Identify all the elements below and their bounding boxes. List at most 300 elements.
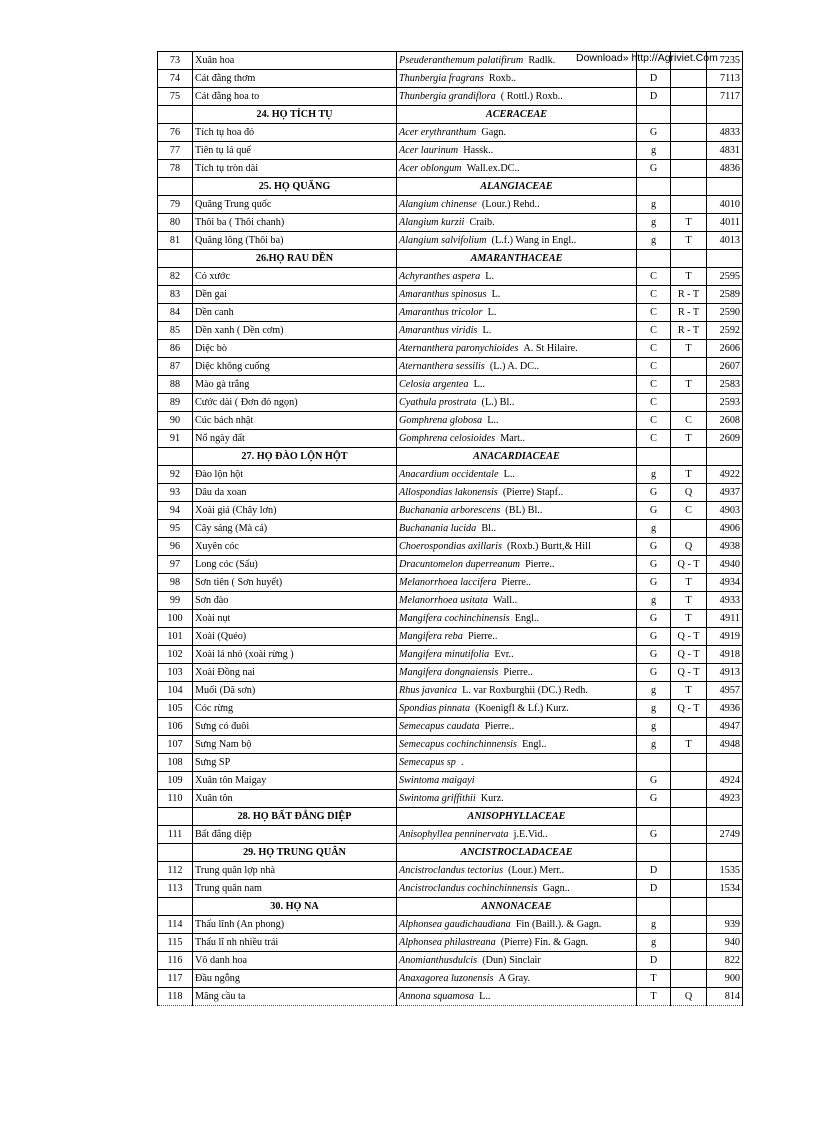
author-citation: Kurz. xyxy=(480,793,504,804)
author-citation: L.. xyxy=(479,991,491,1002)
use-code: T xyxy=(671,376,707,394)
catalog-number: 4831 xyxy=(707,142,743,160)
habit-code: D xyxy=(637,952,671,970)
catalog-number: 2609 xyxy=(707,430,743,448)
row-number: 83 xyxy=(158,286,193,304)
family-name-latin: ANACARDIACEAE xyxy=(397,448,637,466)
use-code xyxy=(671,772,707,790)
row-number: 75 xyxy=(158,88,193,106)
scientific-name-cell xyxy=(397,502,637,520)
scientific-name-cell xyxy=(397,952,637,970)
species-row xyxy=(158,358,743,376)
row-number: 95 xyxy=(158,520,193,538)
catalog-number-cell xyxy=(707,448,743,466)
row-number: 115 xyxy=(158,934,193,952)
row-number: 98 xyxy=(158,574,193,592)
vietnamese-name: Mãng cầu ta xyxy=(193,988,397,1006)
habit-code: G xyxy=(637,502,671,520)
author-citation: Pierre.. xyxy=(503,667,533,678)
scientific-name: Amaranthus viridis xyxy=(399,325,478,336)
use-code: Q xyxy=(671,988,707,1006)
habit-code: g xyxy=(637,196,671,214)
use-code: T xyxy=(671,232,707,250)
scientific-name-cell xyxy=(397,664,637,682)
row-number: 97 xyxy=(158,556,193,574)
species-row xyxy=(158,772,743,790)
habit-code: G xyxy=(637,772,671,790)
scientific-name-cell xyxy=(397,988,637,1006)
row-number-cell xyxy=(158,844,193,862)
scientific-name: Mangifera minutifolia xyxy=(399,649,490,660)
habit-code: G xyxy=(637,160,671,178)
species-row xyxy=(158,988,743,1006)
scientific-name-cell xyxy=(397,196,637,214)
catalog-number: 7113 xyxy=(707,70,743,88)
habit-code: G xyxy=(637,646,671,664)
species-row xyxy=(158,502,743,520)
species-row xyxy=(158,646,743,664)
row-number: 100 xyxy=(158,610,193,628)
row-number: 111 xyxy=(158,826,193,844)
vietnamese-name: Xuân hoa xyxy=(193,52,397,70)
scientific-name: Semecapus sp xyxy=(399,757,456,768)
scientific-name-cell xyxy=(397,736,637,754)
vietnamese-name: Thấu lĩnh (An phong) xyxy=(193,916,397,934)
family-name-vi: 30. HỌ NA xyxy=(193,898,397,916)
scientific-name-cell xyxy=(397,376,637,394)
use-code: Q - T xyxy=(671,646,707,664)
family-name-latin: ANNONACEAE xyxy=(397,898,637,916)
scientific-name: Buchanania lucida xyxy=(399,523,477,534)
row-number: 84 xyxy=(158,304,193,322)
scientific-name: Alangium salvifolium xyxy=(399,235,487,246)
habit-code: g xyxy=(637,466,671,484)
vietnamese-name: Trung quân nam xyxy=(193,880,397,898)
family-header-row xyxy=(158,898,743,916)
use-code xyxy=(671,718,707,736)
catalog-number: 4911 xyxy=(707,610,743,628)
scientific-name: Achyranthes aspera xyxy=(399,271,481,282)
family-name-latin: ALANGIACEAE xyxy=(397,178,637,196)
use-code: Q - T xyxy=(671,628,707,646)
use-code: T xyxy=(671,610,707,628)
catalog-number: 7235 xyxy=(707,52,743,70)
row-number: 104 xyxy=(158,682,193,700)
row-number: 106 xyxy=(158,718,193,736)
scientific-name: Pseuderanthemum palatifirum xyxy=(399,55,524,66)
catalog-number: 4940 xyxy=(707,556,743,574)
scientific-name: Alangium kurzii xyxy=(399,217,465,228)
catalog-number: 4011 xyxy=(707,214,743,232)
habit-code: g xyxy=(637,736,671,754)
scientific-name-cell xyxy=(397,412,637,430)
scientific-name-cell xyxy=(397,520,637,538)
family-name-latin: AMARANTHACEAE xyxy=(397,250,637,268)
scientific-name: Alphonsea gaudichaudiana xyxy=(399,919,511,930)
catalog-number-cell xyxy=(707,808,743,826)
use-code xyxy=(671,520,707,538)
use-code xyxy=(671,862,707,880)
author-citation: Engl.. xyxy=(514,613,540,624)
vietnamese-name: Cóc rừng xyxy=(193,700,397,718)
row-number: 81 xyxy=(158,232,193,250)
vietnamese-name: Xoài giả (Chây lơn) xyxy=(193,502,397,520)
species-row xyxy=(158,430,743,448)
use-code-cell xyxy=(671,448,707,466)
scientific-name-cell xyxy=(397,790,637,808)
author-citation: A Gray. xyxy=(498,973,531,984)
catalog-number: 2595 xyxy=(707,268,743,286)
vietnamese-name: Thấu lĩ nh nhiều trái xyxy=(193,934,397,952)
species-row xyxy=(158,160,743,178)
catalog-number: 4957 xyxy=(707,682,743,700)
use-code: T xyxy=(671,682,707,700)
use-code: T xyxy=(671,466,707,484)
scientific-name: Anomianthusdulcis xyxy=(399,955,478,966)
habit-code: D xyxy=(637,70,671,88)
row-number: 79 xyxy=(158,196,193,214)
scientific-name-cell xyxy=(397,538,637,556)
catalog-number: 940 xyxy=(707,934,743,952)
scientific-name: Annona squamosa xyxy=(399,991,474,1002)
scientific-name-cell xyxy=(397,880,637,898)
habit-code: G xyxy=(637,664,671,682)
vietnamese-name: Vô danh hoa xyxy=(193,952,397,970)
habit-code: g xyxy=(637,682,671,700)
vietnamese-name: Cây sáng (Mà cá) xyxy=(193,520,397,538)
catalog-number-cell xyxy=(707,106,743,124)
family-header-row xyxy=(158,178,743,196)
scientific-name: Aternanthera paronychioides xyxy=(399,343,519,354)
scientific-name: Spondias pinnata xyxy=(399,703,471,714)
species-row xyxy=(158,232,743,250)
author-citation: Evr.. xyxy=(494,649,514,660)
species-row xyxy=(158,520,743,538)
species-row xyxy=(158,610,743,628)
row-number: 76 xyxy=(158,124,193,142)
use-code: T xyxy=(671,592,707,610)
use-code: T xyxy=(671,214,707,232)
vietnamese-name: Xoài Đồng nai xyxy=(193,664,397,682)
vietnamese-name: Dền canh xyxy=(193,304,397,322)
catalog-number: 2590 xyxy=(707,304,743,322)
scientific-name-cell xyxy=(397,916,637,934)
use-code-cell xyxy=(671,250,707,268)
use-code xyxy=(671,754,707,772)
scientific-name-cell xyxy=(397,358,637,376)
species-row xyxy=(158,70,743,88)
catalog-number: 2593 xyxy=(707,394,743,412)
species-row xyxy=(158,790,743,808)
habit-code: C xyxy=(637,286,671,304)
scientific-name: Swintoma maigayi xyxy=(399,775,475,786)
species-row xyxy=(158,736,743,754)
scientific-name-cell xyxy=(397,718,637,736)
habit-code: D xyxy=(637,880,671,898)
habit-code: C xyxy=(637,322,671,340)
author-citation: Wall.. xyxy=(493,595,518,606)
row-number: 110 xyxy=(158,790,193,808)
author-citation: L. xyxy=(487,307,497,318)
author-citation: . xyxy=(460,757,464,768)
catalog-number: 4937 xyxy=(707,484,743,502)
vietnamese-name: Xoài lá nhỏ (xoài rừng ) xyxy=(193,646,397,664)
scientific-name: Acer laurinum xyxy=(399,145,459,156)
scientific-name: Celosia argentea xyxy=(399,379,469,390)
row-number: 105 xyxy=(158,700,193,718)
scientific-name-cell xyxy=(397,430,637,448)
author-citation: Radlk. xyxy=(528,55,556,66)
catalog-number: 4919 xyxy=(707,628,743,646)
row-number-cell xyxy=(158,448,193,466)
author-citation: L. var Roxburghii (DC.) Redh. xyxy=(462,685,588,696)
author-citation: (L.f.) Wang in Engl.. xyxy=(491,235,577,246)
habit-code-cell xyxy=(637,106,671,124)
author-citation: Wall.ex.DC.. xyxy=(466,163,520,174)
habit-code: G xyxy=(637,484,671,502)
row-number: 114 xyxy=(158,916,193,934)
row-number: 85 xyxy=(158,322,193,340)
use-code xyxy=(671,394,707,412)
catalog-number: 4013 xyxy=(707,232,743,250)
habit-code: G xyxy=(637,574,671,592)
habit-code: C xyxy=(637,376,671,394)
scientific-name: Thunbergia fragrans xyxy=(399,73,484,84)
row-number: 113 xyxy=(158,880,193,898)
use-code xyxy=(671,880,707,898)
scientific-name-cell xyxy=(397,466,637,484)
row-number: 117 xyxy=(158,970,193,988)
species-row xyxy=(158,538,743,556)
scientific-name: Dracuntomelon duperreanum xyxy=(399,559,521,570)
habit-code: g xyxy=(637,592,671,610)
habit-code-cell xyxy=(637,178,671,196)
vietnamese-name: Bất đẳng diệp xyxy=(193,826,397,844)
vietnamese-name: Sưng SP xyxy=(193,754,397,772)
vietnamese-name: Muối (Dã sơn) xyxy=(193,682,397,700)
catalog-number: 4836 xyxy=(707,160,743,178)
use-code xyxy=(671,196,707,214)
family-name-latin: ANCISTROCLADACEAE xyxy=(397,844,637,862)
scientific-name: Choerospondias axillaris xyxy=(399,541,502,552)
habit-code xyxy=(637,754,671,772)
catalog-number: 1534 xyxy=(707,880,743,898)
scientific-name-cell xyxy=(397,394,637,412)
vietnamese-name: Tiên tụ lá quế xyxy=(193,142,397,160)
species-row xyxy=(158,286,743,304)
author-citation: L.. xyxy=(473,379,485,390)
scientific-name: Mangifera reba xyxy=(399,631,463,642)
catalog-number: 4924 xyxy=(707,772,743,790)
row-number: 102 xyxy=(158,646,193,664)
scientific-name-cell xyxy=(397,232,637,250)
use-code xyxy=(671,934,707,952)
use-code: Q xyxy=(671,538,707,556)
scientific-name: Semecapus caudata xyxy=(399,721,480,732)
use-code: T xyxy=(671,268,707,286)
scientific-name-cell xyxy=(397,970,637,988)
use-code xyxy=(671,952,707,970)
author-citation: Mart.. xyxy=(500,433,526,444)
use-code-cell xyxy=(671,844,707,862)
use-code: C xyxy=(671,502,707,520)
scientific-name-cell xyxy=(397,592,637,610)
row-number: 107 xyxy=(158,736,193,754)
use-code xyxy=(671,916,707,934)
habit-code: g xyxy=(637,718,671,736)
family-header-row xyxy=(158,844,743,862)
habit-code: D xyxy=(637,88,671,106)
vietnamese-name: Sưng Nam bộ xyxy=(193,736,397,754)
catalog-number: 822 xyxy=(707,952,743,970)
scientific-name-cell xyxy=(397,304,637,322)
species-row xyxy=(158,556,743,574)
row-number-cell xyxy=(158,808,193,826)
family-header-row xyxy=(158,808,743,826)
species-table-body xyxy=(158,52,743,1006)
vietnamese-name: Quăng Trung quốc xyxy=(193,196,397,214)
catalog-number: 4923 xyxy=(707,790,743,808)
row-number: 89 xyxy=(158,394,193,412)
scientific-name-cell xyxy=(397,862,637,880)
habit-code: g xyxy=(637,232,671,250)
species-row xyxy=(158,376,743,394)
vietnamese-name: Mào gà trắng xyxy=(193,376,397,394)
species-row xyxy=(158,718,743,736)
vietnamese-name: Cát đằng hoa to xyxy=(193,88,397,106)
scientific-name-cell xyxy=(397,286,637,304)
row-number: 92 xyxy=(158,466,193,484)
scientific-name: Mangifera dongnaiensis xyxy=(399,667,499,678)
scientific-name-cell xyxy=(397,628,637,646)
catalog-number: 4913 xyxy=(707,664,743,682)
habit-code-cell xyxy=(637,898,671,916)
catalog-number: 4833 xyxy=(707,124,743,142)
author-citation: (BL) Bl.. xyxy=(505,505,543,516)
row-number: 96 xyxy=(158,538,193,556)
use-code: Q - T xyxy=(671,700,707,718)
use-code: Q - T xyxy=(671,664,707,682)
author-citation: Pierre.. xyxy=(484,721,515,732)
row-number: 77 xyxy=(158,142,193,160)
vietnamese-name: Đào lộn hột xyxy=(193,466,397,484)
habit-code: D xyxy=(637,862,671,880)
row-number: 91 xyxy=(158,430,193,448)
habit-code-cell xyxy=(637,844,671,862)
author-citation: (Lour.) Merr.. xyxy=(508,865,565,876)
scientific-name-cell xyxy=(397,646,637,664)
species-row xyxy=(158,862,743,880)
habit-code-cell xyxy=(637,808,671,826)
family-name-vi: 25. HỌ QUĂNG xyxy=(193,178,397,196)
family-name-vi: 26.HỌ RAU DỀN xyxy=(193,250,397,268)
author-citation: (Roxb.) Burtt,& Hill xyxy=(507,541,591,552)
habit-code: C xyxy=(637,394,671,412)
catalog-number: 4903 xyxy=(707,502,743,520)
family-name-vi: 29. HỌ TRUNG QUÂN xyxy=(193,844,397,862)
scientific-name-cell xyxy=(397,88,637,106)
habit-code-cell xyxy=(637,250,671,268)
author-citation: Bl.. xyxy=(481,523,497,534)
use-code: C xyxy=(671,412,707,430)
species-row xyxy=(158,592,743,610)
catalog-number xyxy=(707,754,743,772)
scientific-name: Alphonsea philastreana xyxy=(399,937,496,948)
species-row xyxy=(158,394,743,412)
species-row xyxy=(158,628,743,646)
row-number: 118 xyxy=(158,988,193,1006)
catalog-number: 4010 xyxy=(707,196,743,214)
family-name-latin: ANISOPHYLLACEAE xyxy=(397,808,637,826)
family-header-row xyxy=(158,250,743,268)
use-code: T xyxy=(671,736,707,754)
catalog-number: 4906 xyxy=(707,520,743,538)
species-row xyxy=(158,466,743,484)
scientific-name: Ancistroclandus cochinchinnensis xyxy=(399,883,538,894)
species-row xyxy=(158,124,743,142)
author-citation: (Pierre) Fin. & Gagn. xyxy=(500,937,589,948)
vietnamese-name: Đầu ngỗng xyxy=(193,970,397,988)
scientific-name: Melanorrhoea laccifera xyxy=(399,577,497,588)
author-citation: Gagn. xyxy=(481,127,506,138)
use-code: Q - T xyxy=(671,556,707,574)
catalog-number: 4938 xyxy=(707,538,743,556)
family-name-vi: 24. HỌ TÍCH TỤ xyxy=(193,106,397,124)
use-code xyxy=(671,142,707,160)
habit-code: g xyxy=(637,520,671,538)
habit-code: C xyxy=(637,358,671,376)
author-citation: j.E.Vid.. xyxy=(513,829,548,840)
habit-code-cell xyxy=(637,448,671,466)
species-row xyxy=(158,484,743,502)
species-row xyxy=(158,682,743,700)
row-number: 93 xyxy=(158,484,193,502)
species-row xyxy=(158,268,743,286)
species-row xyxy=(158,88,743,106)
vietnamese-name: Diệc bò xyxy=(193,340,397,358)
scientific-name-cell xyxy=(397,268,637,286)
habit-code: g xyxy=(637,214,671,232)
use-code xyxy=(671,826,707,844)
scientific-name: Cyathula prostrata xyxy=(399,397,477,408)
habit-code: C xyxy=(637,268,671,286)
use-code xyxy=(671,970,707,988)
row-number: 74 xyxy=(158,70,193,88)
habit-code: G xyxy=(637,556,671,574)
family-name-latin: ACERACEAE xyxy=(397,106,637,124)
vietnamese-name: Tích tụ hoa đỏ xyxy=(193,124,397,142)
row-number: 80 xyxy=(158,214,193,232)
row-number: 78 xyxy=(158,160,193,178)
use-code xyxy=(671,790,707,808)
habit-code: g xyxy=(637,916,671,934)
scientific-name-cell xyxy=(397,322,637,340)
author-citation: Pierre.. xyxy=(467,631,498,642)
scientific-name: Acer erythranthum xyxy=(399,127,477,138)
scientific-name: Ancistroclandus tectorius xyxy=(399,865,504,876)
species-row xyxy=(158,934,743,952)
catalog-number-cell xyxy=(707,250,743,268)
use-code: R - T xyxy=(671,286,707,304)
scientific-name: Alangium chinense xyxy=(399,199,477,210)
scientific-name-cell xyxy=(397,214,637,232)
habit-code: G xyxy=(637,628,671,646)
species-row xyxy=(158,826,743,844)
author-citation: L. xyxy=(482,325,492,336)
species-row xyxy=(158,142,743,160)
use-code-cell xyxy=(671,106,707,124)
row-number: 108 xyxy=(158,754,193,772)
